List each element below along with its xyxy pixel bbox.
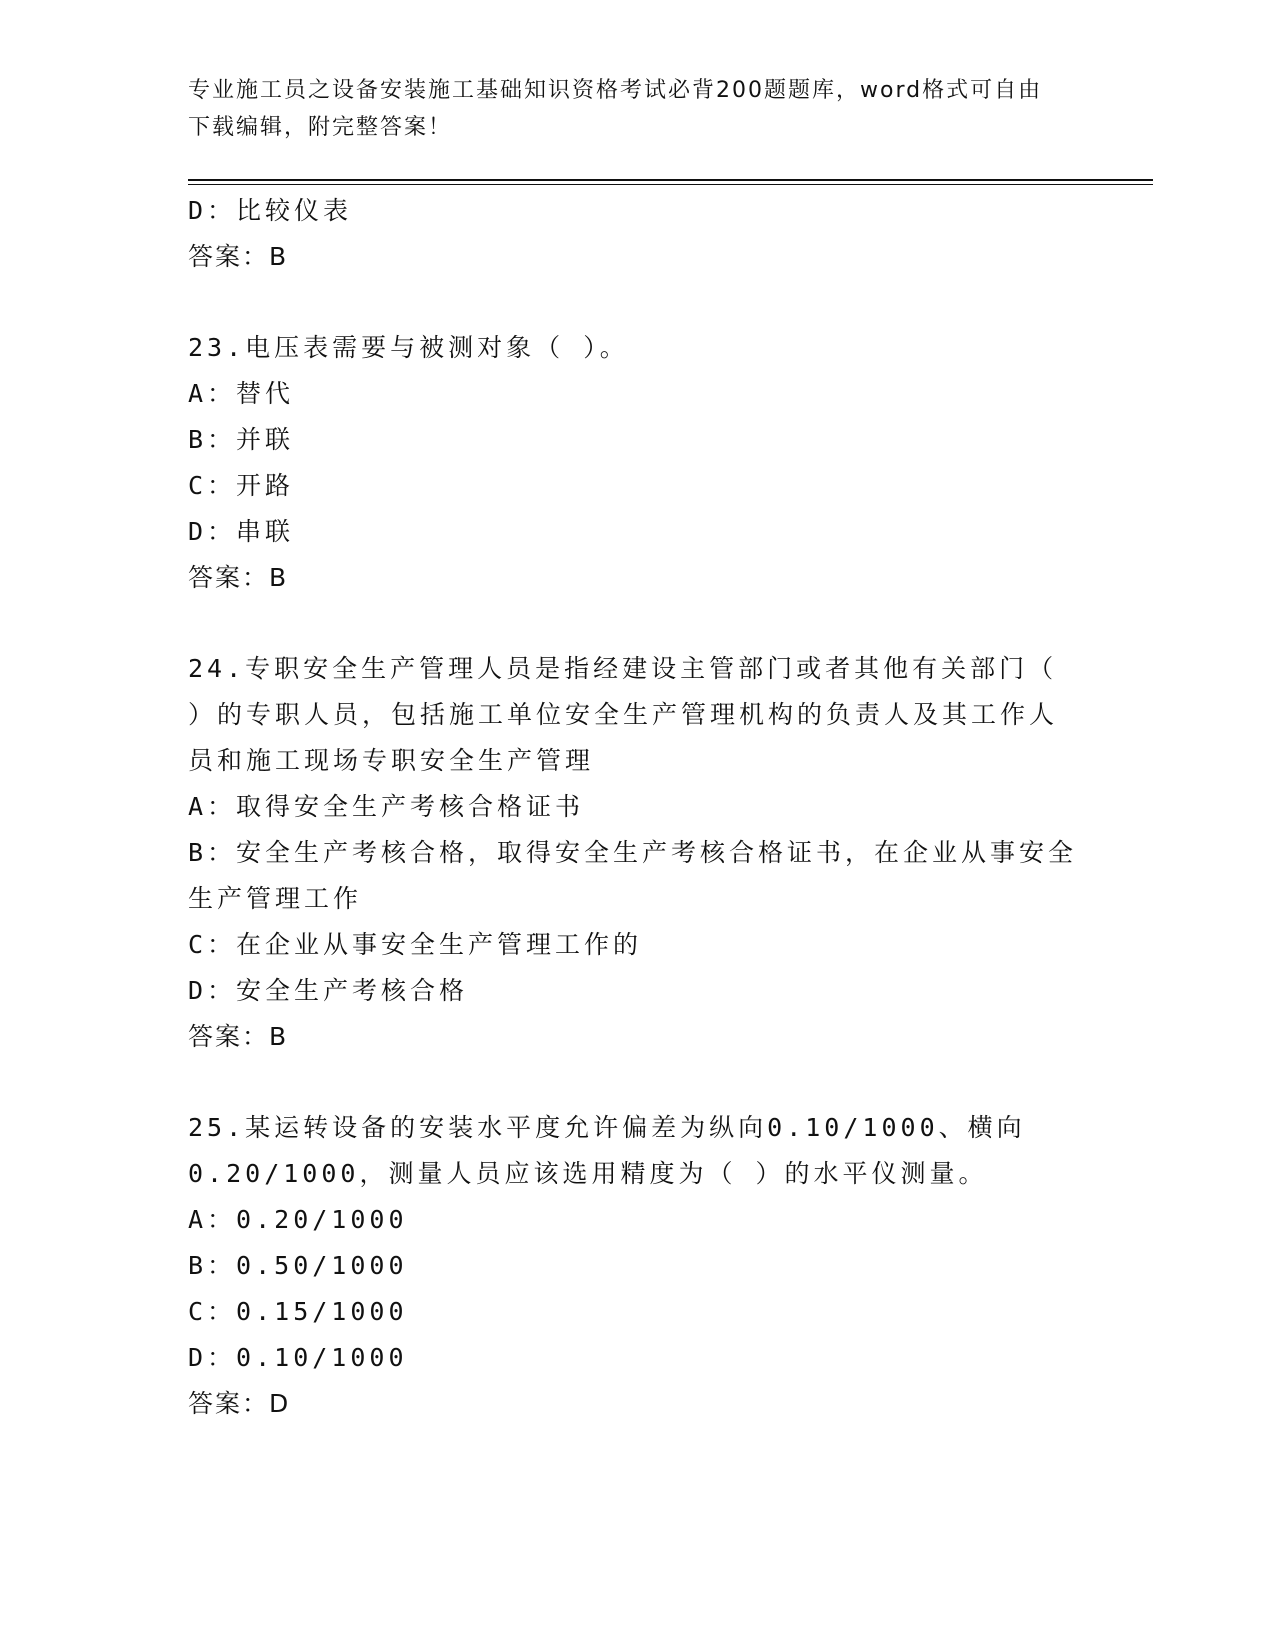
option-c: C：在企业从事安全生产管理工作的 — [188, 930, 643, 959]
option-a: A：0.20/1000 — [188, 1205, 408, 1234]
option-d: D：安全生产考核合格 — [188, 976, 469, 1005]
answer-line: 答案：B — [188, 242, 289, 271]
document-header — [188, 72, 1068, 146]
question-list — [188, 188, 1088, 1427]
option-b: B：安全生产考核合格，取得安全生产考核合格证书，在企业从事安全 — [188, 838, 1078, 867]
header-divider-thin — [188, 184, 1153, 185]
question-25 — [188, 1105, 1088, 1427]
question-stem-line-2: 0.20/1000，测量人员应该选用精度为（ ）的水平仪测量。 — [188, 1159, 988, 1188]
header-title-line-1: 专业施工员之设备安装施工基础知识资格考试必背200题题库，word格式可自由 — [188, 78, 1043, 103]
question-23 — [188, 325, 1088, 601]
option-b: B：并联 — [188, 425, 295, 454]
answer-line: 答案：D — [188, 1389, 291, 1418]
option-a: A：替代 — [188, 379, 295, 408]
question-stem-line-1: 25.某运转设备的安装水平度允许偏差为纵向0.10/1000、横向 — [188, 1113, 1026, 1142]
option-a: A：取得安全生产考核合格证书 — [188, 792, 585, 821]
question-stem: 23.电压表需要与被测对象（ ）。 — [188, 333, 629, 362]
option-d: D：串联 — [188, 517, 295, 546]
question-stem-line-1: 24.专职安全生产管理人员是指经建设主管部门或者其他有关部门（ — [188, 654, 1058, 683]
option-d: D：比较仪表 — [188, 196, 353, 225]
question-stem-line-2: ）的专职人员，包括施工单位安全生产管理机构的负责人及其工作人 — [188, 700, 1059, 729]
question-stem-line-3: 员和施工现场专职安全生产管理 — [188, 746, 595, 775]
answer-line: 答案：B — [188, 1022, 289, 1051]
answer-line: 答案：B — [188, 563, 289, 592]
option-b: B：0.50/1000 — [188, 1251, 408, 1280]
header-divider — [188, 179, 1153, 181]
header-title-line-2: 下载编辑，附完整答案！ — [188, 115, 453, 140]
option-c: C：开路 — [188, 471, 295, 500]
option-d: D：0.10/1000 — [188, 1343, 408, 1372]
option-c: C：0.15/1000 — [188, 1297, 408, 1326]
option-b-continued: 生产管理工作 — [188, 884, 363, 913]
question-24 — [188, 646, 1088, 1060]
